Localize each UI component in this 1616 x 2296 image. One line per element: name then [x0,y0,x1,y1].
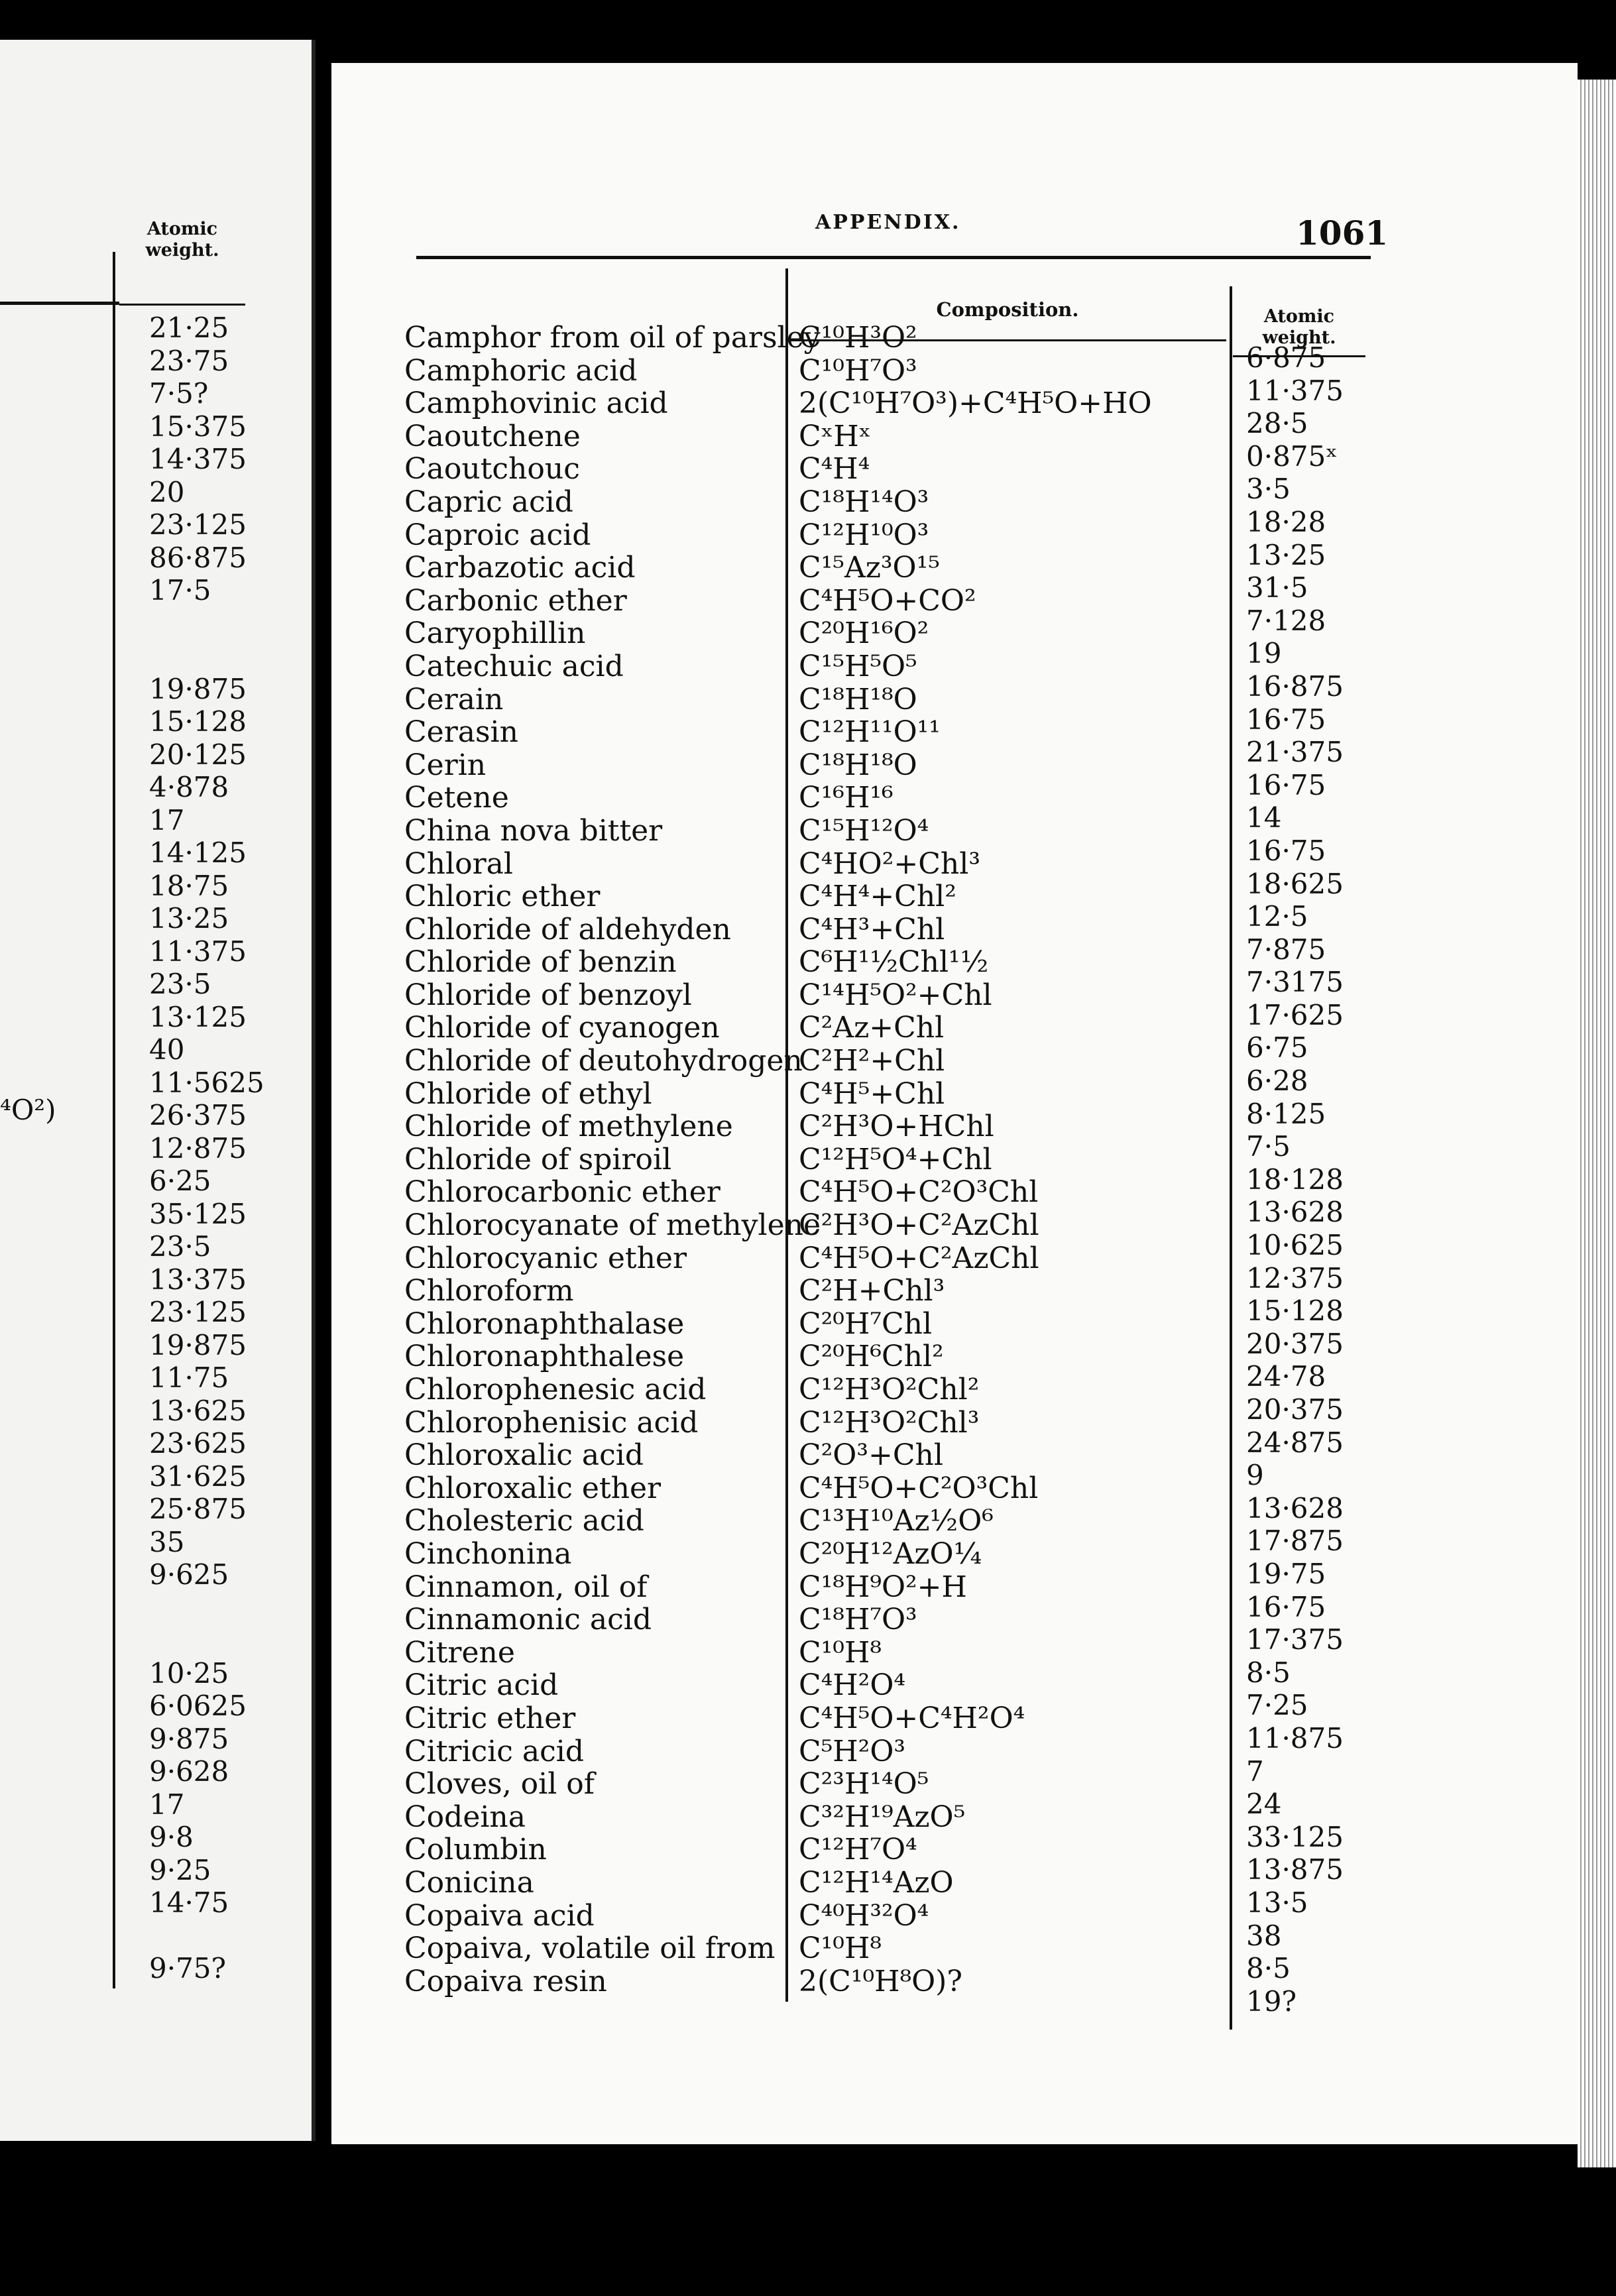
running-head: APPENDIX. [815,211,961,234]
compound-formula: C²³H¹⁴O⁵ [799,1767,929,1802]
atomic-weight: 7·875 [1246,933,1326,966]
compound-name: Cholesteric acid [404,1504,644,1538]
atomic-weight: 6·75 [1246,1031,1308,1064]
compound-formula: C²⁰H¹⁶O² [799,616,929,651]
left-weight-value: 14·125 [149,836,247,869]
compound-formula: C¹⁰H⁸ [799,1931,882,1966]
atomic-weight: 33·125 [1246,1820,1344,1853]
left-weight-value: 9·8 [149,1821,194,1853]
compound-name: Chloronaphthalase [404,1306,685,1341]
left-weight-value: 12·875 [149,1131,247,1165]
left-weight-value: 15·128 [149,705,247,738]
atomic-weight: 24·78 [1246,1360,1326,1393]
compound-formula: C¹⁸H¹⁸O [799,748,917,782]
left-weight-value: 14·75 [149,1886,229,1919]
compound-formula: C¹⁰H⁸ [799,1635,882,1670]
compound-name: Cinchonina [404,1536,572,1571]
compound-name: Caproic acid [404,518,591,552]
atomic-weight: 7·128 [1246,604,1326,637]
compound-formula: 2(C¹⁰H⁸O)? [799,1964,962,1998]
compound-formula: C¹²H¹⁴AzO [799,1865,954,1900]
compound-formula: C¹²H¹¹O¹¹ [799,715,941,750]
compound-name: Chloride of spiroil [404,1142,672,1177]
atomic-weight: 13·25 [1246,538,1326,571]
compound-formula: C¹⁴H⁵O²+Chl [799,978,992,1012]
compound-formula: C¹²H³O²Chl³ [799,1405,980,1440]
atomic-weight: 17·625 [1246,998,1344,1031]
compound-name: Carbonic ether [404,583,627,618]
compound-name: Cinnamonic acid [404,1603,652,1637]
compound-formula: C⁴H²O⁴ [799,1668,906,1703]
atomic-weight: 15·128 [1246,1294,1344,1328]
atomic-weight: 3·5 [1246,473,1291,506]
atomic-weight: 16·875 [1246,669,1344,703]
left-weight-value: 23·75 [149,344,229,377]
atomic-weight: 31·5 [1246,571,1308,604]
compound-formula: C²H²+Chl [799,1044,945,1078]
compound-name: Chloronaphthalese [404,1340,685,1374]
left-weight-value: 7·5? [149,377,209,410]
compound-name: Chlorocyanate of methylene [404,1208,821,1243]
left-weight-value: 4·878 [149,771,229,803]
compound-formula: C²⁰H⁷Chl [799,1306,933,1341]
atomic-weight: 16·75 [1246,834,1326,867]
left-weight-value: 13·125 [149,1000,247,1033]
compound-name: Citrene [404,1635,515,1670]
compound-formula: C¹⁵H¹²O⁴ [799,813,929,848]
atomic-weight: 20·375 [1246,1327,1344,1360]
left-weight-value: 17 [149,803,185,836]
atomic-weight: 13·628 [1246,1491,1344,1524]
left-weight-value: 35·125 [149,1197,247,1230]
compound-name: Chloroform [404,1274,574,1308]
left-weight-value: 11·75 [149,1361,229,1394]
atomic-weight: 10·625 [1246,1229,1344,1262]
left-formula-fragment: ⁴O²) [0,1094,56,1126]
atomic-weight: 18·28 [1246,505,1326,538]
left-header-rule [119,304,245,306]
left-weight-value: 11·375 [149,935,247,968]
compound-formula: C²⁰H⁶Chl² [799,1340,944,1374]
compound-name: Camphor from oil of parsley [404,321,821,355]
atomic-weight: 13·628 [1246,1196,1344,1229]
left-weight-value: 13·625 [149,1394,247,1427]
compound-formula: C²⁰H¹²AzO¼ [799,1536,982,1571]
atomic-weight: 38 [1246,1919,1282,1952]
compound-name: Catechuic acid [404,649,624,683]
table-row [0,1964,1616,2018]
left-weight-value: 19·875 [149,1328,247,1361]
atomic-weight: 14 [1246,801,1282,834]
left-weight-value: 17 [149,1788,185,1821]
atomic-weight: 11·375 [1246,374,1344,407]
compound-formula: C⁴H⁵O+C²O³Chl [799,1471,1039,1505]
compound-formula: C⁴H⁴+Chl² [799,880,956,914]
compound-name: Chloral [404,846,513,881]
compound-formula: 2(C¹⁰H⁷O³)+C⁴H⁵O+HO [799,386,1152,421]
compound-name: Cerin [404,748,487,782]
compound-name: Cetene [404,781,509,815]
compound-name: Citricic acid [404,1734,584,1768]
compound-name: Copaiva resin [404,1964,607,1998]
compound-name: Citric acid [404,1668,559,1703]
atomic-weight: 17·875 [1246,1524,1344,1558]
compound-name: Copaiva, volatile oil from [404,1931,776,1966]
compound-name: Caoutchouc [404,452,580,487]
compound-name: Chlorocarbonic ether [404,1175,721,1210]
atomic-weight: 19·75 [1246,1557,1326,1590]
compound-name: Chloroxalic ether [404,1471,662,1505]
compound-name: Citric ether [404,1701,576,1735]
atomic-weight: 19 [1246,637,1282,670]
atomic-weight: 16·75 [1246,703,1326,736]
compound-table [0,321,1616,2018]
atomic-weight: 8·125 [1246,1097,1326,1130]
left-weight-value: 17·5 [149,574,211,606]
atomic-weight: 18·128 [1246,1163,1344,1196]
compound-formula: C¹⁵Az³O¹⁵ [799,551,940,585]
left-weight-value: 9·875 [149,1722,229,1755]
atomic-weight: 16·75 [1246,1590,1326,1623]
atomic-weight: 8·5 [1246,1952,1291,1985]
left-weight-value: 20·125 [149,738,247,771]
atomic-weight: 6·28 [1246,1064,1308,1098]
weight-header: Atomic weight. [1262,306,1336,348]
atomic-weight: 11·875 [1246,1721,1344,1754]
atomic-weight: 7·3175 [1246,966,1344,999]
compound-name: Cinnamon, oil of [404,1570,648,1604]
compound-name: Chloric ether [404,880,601,914]
compound-name: Chloride of deutohydrogen [404,1044,803,1078]
compound-formula: C¹³H¹⁰Az½O⁶ [799,1504,994,1538]
left-weight-value: 9·628 [149,1755,229,1788]
atomic-weight: 24 [1246,1788,1282,1821]
atomic-weight: 13·875 [1246,1853,1344,1886]
compound-name: Chloride of cyanogen [404,1011,720,1045]
compound-formula: C²H³O+C²AzChl [799,1208,1039,1243]
compound-name: Caoutchene [404,419,581,453]
compound-name: Chlorophenesic acid [404,1373,707,1406]
compound-name: Codeina [404,1800,526,1834]
compound-formula: C¹²H⁷O⁴ [799,1833,917,1867]
atomic-weight: 16·75 [1246,768,1326,801]
compound-formula: C⁶H¹½Chl¹½ [799,945,989,980]
left-weight-value: 31·625 [149,1460,247,1493]
compound-formula: CˣHˣ [799,419,872,453]
left-weight-value: 11·5625 [149,1066,264,1099]
left-weight-value: 23·625 [149,1427,247,1460]
table-top-rule [416,256,1371,259]
atomic-weight: 18·625 [1246,867,1344,900]
compound-formula: C²Az+Chl [799,1011,945,1045]
left-weight-value: 23·5 [149,1230,211,1263]
left-weight-value: 13·375 [149,1263,247,1296]
left-weight-value: 35 [149,1525,185,1558]
compound-formula: C²O³+Chl [799,1438,943,1473]
compound-name: Chloride of aldehyden [404,912,731,947]
compound-name: Caryophillin [404,616,586,651]
compound-name: Chloride of ethyl [404,1076,652,1111]
atomic-weight: 12·5 [1246,900,1308,933]
atomic-weight: 0·875ˣ [1246,439,1338,473]
compound-formula: C⁴H⁴ [799,452,870,487]
compound-formula: C⁴H⁵O+CO² [799,583,976,618]
page-number: 1061 [1296,213,1389,253]
atomic-weight: 8·5 [1246,1656,1291,1689]
compound-formula: C¹⁰H³O² [799,321,917,355]
left-weight-value: 25·875 [149,1493,247,1525]
compound-formula: C⁴H⁵O+C²AzChl [799,1241,1039,1275]
compound-name: Cerain [404,682,504,717]
compound-name: Copaiva acid [404,1898,595,1933]
left-weight-value: 9·25 [149,1853,211,1886]
compound-formula: C¹⁶H¹⁶ [799,781,894,815]
compound-formula: C¹⁸H¹⁸O [799,682,917,717]
compound-formula: C⁴⁰H³²O⁴ [799,1898,929,1933]
compound-formula: C⁴H³+Chl [799,912,945,947]
left-weight-value: 18·75 [149,869,229,902]
compound-formula: C¹⁸H⁹O²+H [799,1570,967,1604]
atomic-weight: 6·875 [1246,341,1326,374]
left-weight-value: 19·875 [149,672,247,705]
compound-name: Chloride of benzoyl [404,978,692,1012]
compound-name: Camphovinic acid [404,386,668,421]
left-weight-value: 15·375 [149,410,247,443]
atomic-weight: 20·375 [1246,1393,1344,1426]
atomic-weight: 21·375 [1246,736,1344,769]
compound-name: Cerasin [404,715,518,750]
compound-formula: C²H+Chl³ [799,1274,945,1308]
compound-formula: C⁴H⁵O+C⁴H²O⁴ [799,1701,1025,1735]
compound-formula: C⁴H⁵+Chl [799,1076,945,1111]
left-weight-value: 6·0625 [149,1690,247,1722]
atomic-weight: 19? [1246,1984,1297,2018]
left-weight-value: 40 [149,1033,185,1066]
left-weight-value: 23·5 [149,968,211,1000]
compound-formula: C¹²H¹⁰O³ [799,518,929,552]
atomic-weight: 12·375 [1246,1261,1344,1294]
left-weight-value: 10·25 [149,1656,229,1690]
compound-formula: C¹⁸H⁷O³ [799,1603,917,1637]
compound-name: Conicina [404,1865,534,1900]
atomic-weight: 17·375 [1246,1623,1344,1656]
left-weight-value: 6·25 [149,1165,211,1197]
compound-formula: C¹⁵H⁵O⁵ [799,649,917,683]
atomic-weight: 24·875 [1246,1426,1344,1459]
compound-name: Carbazotic acid [404,551,636,585]
atomic-weight: 9 [1246,1459,1264,1492]
compound-name: Capric acid [404,485,573,519]
atomic-weight: 28·5 [1246,407,1308,440]
compound-name: Chloroxalic acid [404,1438,644,1473]
compound-name: Cloves, oil of [404,1767,595,1802]
left-weight-header: Atomic weight. [145,219,219,260]
compound-name: Chlorophenisic acid [404,1405,699,1440]
compound-formula: C³²H¹⁹AzO⁵ [799,1800,966,1834]
left-weight-value: 14·375 [149,443,247,475]
compound-name: Camphoric acid [404,353,638,388]
left-top-rule [0,302,119,305]
atomic-weight: 7·5 [1246,1130,1291,1163]
compound-name: Chloride of benzin [404,945,677,980]
compound-formula: C¹⁸H¹⁴O³ [799,485,929,519]
left-weight-value: 86·875 [149,541,247,574]
compound-name: Columbin [404,1833,547,1867]
atomic-weight: 7·25 [1246,1689,1308,1722]
left-weight-value: 26·375 [149,1099,247,1131]
atomic-weight: 7 [1246,1754,1264,1788]
compound-name: China nova bitter [404,813,663,848]
compound-name: Chlorocyanic ether [404,1241,687,1275]
left-weight-value: 9·625 [149,1558,229,1591]
compound-formula: C¹⁰H⁷O³ [799,353,917,388]
compound-formula: C²H³O+HChl [799,1110,994,1144]
compound-formula: C¹²H³O²Chl² [799,1373,980,1406]
left-weight-value: 20 [149,475,185,508]
compound-formula: C¹²H⁵O⁴+Chl [799,1142,992,1177]
left-weight-value: 13·25 [149,902,229,935]
compound-formula: C⁴H⁵O+C²O³Chl [799,1175,1039,1210]
compound-formula: C⁴HO²+Chl³ [799,846,980,881]
left-weight-value: 21·25 [149,312,229,344]
atomic-weight: 13·5 [1246,1886,1308,1919]
compound-formula: C⁵H²O³ [799,1734,906,1768]
left-weight-value: 9·75? [149,1952,227,1984]
left-weight-value: 23·125 [149,508,247,541]
left-weight-value: 23·125 [149,1296,247,1328]
composition-header: Composition. [936,298,1079,321]
compound-name: Chloride of methylene [404,1110,733,1144]
